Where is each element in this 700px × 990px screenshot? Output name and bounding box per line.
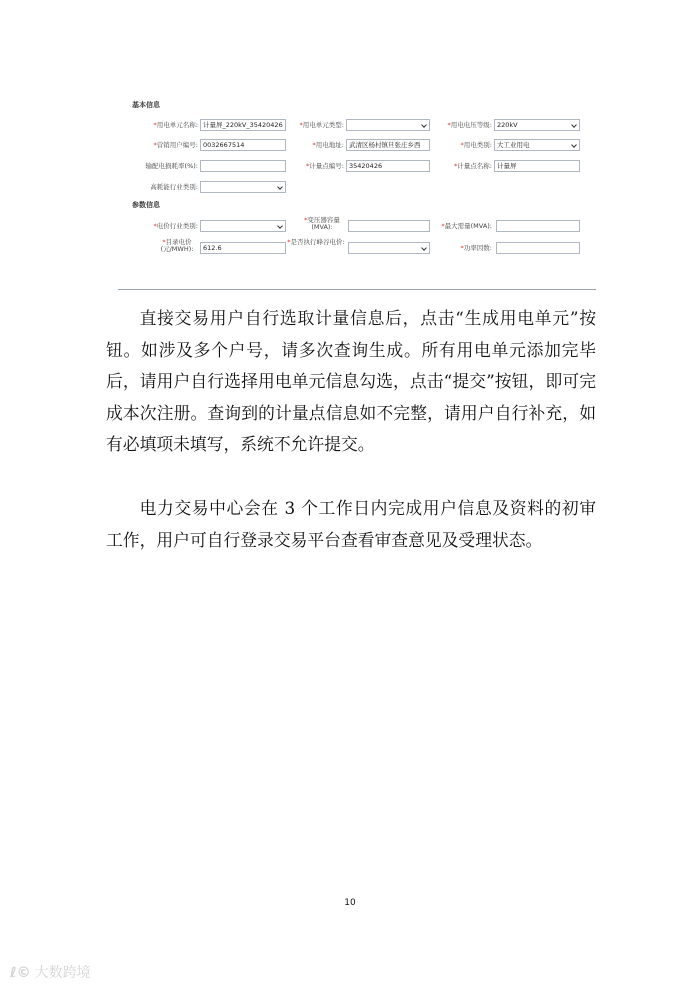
unit-name-input[interactable]: 计量屏_220kV_35420426 <box>200 119 286 131</box>
loss-rate-label: 输配电损耗率(%): <box>145 162 198 170</box>
catalog-price-label: *目录电价(元/MWH): <box>160 238 194 253</box>
power-factor-input[interactable] <box>496 242 580 254</box>
watermark-logo-icon: ℓ© <box>10 965 31 981</box>
registration-form <box>118 88 596 288</box>
power-factor-label: *功率因数: <box>460 244 492 252</box>
paragraph-1: 直接交易用户自行选取计量信息后，点击“生成用电单元”按钮。如涉及多个户号，请多次查询生成。所有用电单元添加完毕后，请用户自行选择用电单元信息勾选，点击“提交”按钮，即可完成本次注册。查询到的计量点信息如不完整，请用户自行补充，如有必填项未填写，系统不允许提交。 <box>106 308 596 454</box>
loss-rate-input[interactable] <box>200 160 286 172</box>
transformer-capacity-input[interactable] <box>348 220 430 232</box>
catalog-price-input[interactable]: 612.6 <box>200 242 286 254</box>
unit-name-label: *用电单元名称: <box>153 121 198 129</box>
divider-line <box>118 289 596 290</box>
page-number: 10 <box>344 898 356 908</box>
max-demand-input[interactable] <box>496 220 580 232</box>
price-industry-select[interactable] <box>200 220 286 232</box>
basic-info-title: 基本信息 <box>132 101 160 109</box>
meter-no-input[interactable]: 35420426 <box>346 160 430 172</box>
peak-valley-label: *是否执行峰谷电价: <box>287 238 345 246</box>
account-no-label: *营销用户编号: <box>153 141 198 149</box>
paragraph-2: 电力交易中心会在 3 个工作日内完成用户信息及资料的初审工作，用户可自行登录交易平台查看审查意见及受理状态。 <box>106 498 596 550</box>
peak-valley-select[interactable] <box>348 242 430 254</box>
category-label: *用电类别: <box>460 141 492 149</box>
meter-no-label: *计量点编号: <box>306 162 344 170</box>
param-info-title: 参数信息 <box>132 201 160 209</box>
voltage-level-select[interactable]: 220kV <box>494 119 580 131</box>
transformer-capacity-label: *变压器容量(MVA): <box>304 216 340 231</box>
high-energy-label: 高耗能行业类别: <box>150 183 198 191</box>
unit-type-label: *用电单元类型: <box>299 121 344 129</box>
watermark: ℓ© 大数跨境 <box>10 965 91 981</box>
price-industry-label: *电价行业类别: <box>153 222 198 230</box>
address-input[interactable]: 武清区杨村镇旦张庄乡西 <box>346 139 430 151</box>
unit-type-select[interactable] <box>346 119 430 131</box>
address-label: *用电地址: <box>312 141 344 149</box>
meter-name-label: *计量点名称: <box>454 162 492 170</box>
max-demand-label: *最大需量(MVA): <box>441 222 492 230</box>
category-select[interactable]: 大工业用电 <box>494 139 580 151</box>
high-energy-select[interactable] <box>200 181 286 193</box>
account-no-input[interactable]: 0032667514 <box>200 139 286 151</box>
voltage-level-label: *用电电压等级: <box>447 121 492 129</box>
meter-name-input[interactable]: 计量屏 <box>494 160 580 172</box>
